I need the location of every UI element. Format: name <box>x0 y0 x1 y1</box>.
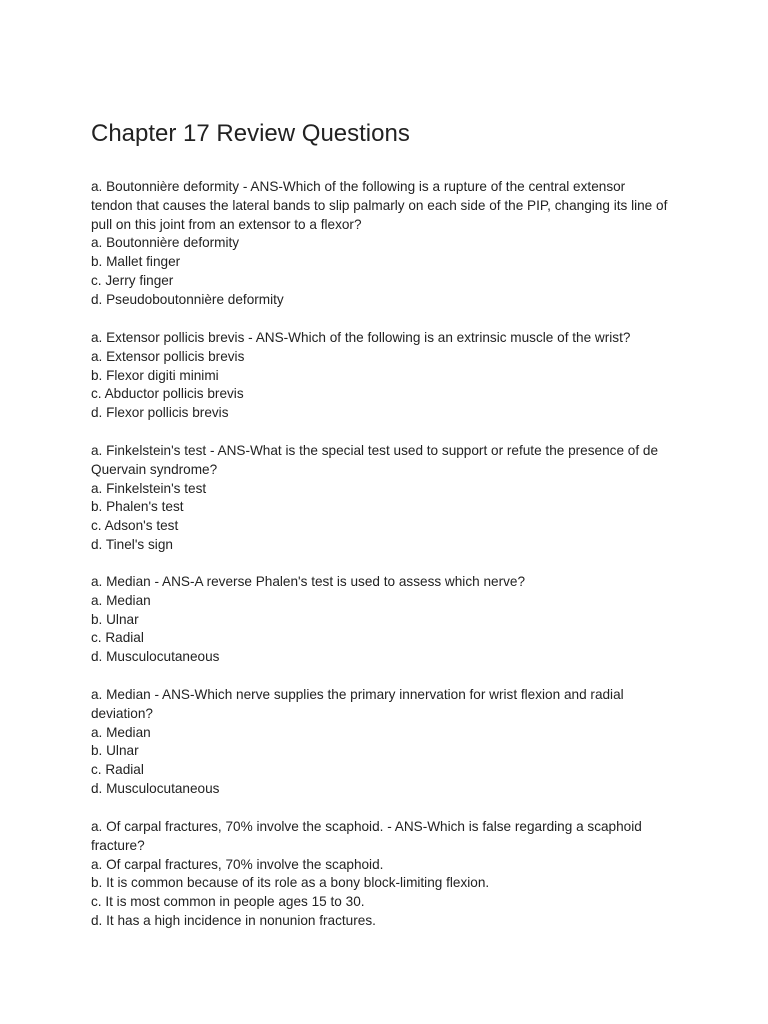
answer-option: c. Radial <box>91 630 144 646</box>
page-title: Chapter 17 Review Questions <box>91 120 410 147</box>
answer-option: b. Ulnar <box>91 611 139 627</box>
question-text-line: Quervain syndrome? <box>91 461 218 477</box>
answer-option: b. Phalen's test <box>91 499 184 515</box>
answer-option: c. It is most common in people ages 15 to 30. <box>91 894 365 910</box>
question-block <box>91 329 691 423</box>
question-text-line: a. Median - ANS-Which nerve supplies the primary innervation for wrist flexion and radial <box>91 687 624 702</box>
question-block <box>91 818 691 931</box>
question-text-line: tendon that causes the lateral bands to slip palmarly on each side of the PIP, changing its line of <box>91 197 668 213</box>
question-text-line: a. Median - ANS-A reverse Phalen's test is used to assess which nerve? <box>91 574 526 589</box>
question-text-line: pull on this joint from an extensor to a flexor? <box>91 216 362 232</box>
question-text-line: a. Boutonnière deformity - ANS-Which of the following is a rupture of the central extensor <box>91 179 626 194</box>
answer-option: d. Musculocutaneous <box>91 780 220 796</box>
answer-option: a. Extensor pollicis brevis <box>91 348 245 364</box>
answer-option: a. Median <box>91 724 151 740</box>
question-block <box>91 573 691 667</box>
answer-option: c. Adson's test <box>91 518 179 534</box>
answer-option: a. Median <box>91 592 151 608</box>
question-block <box>91 686 691 799</box>
answer-option: d. Musculocutaneous <box>91 649 220 665</box>
answer-option: b. It is common because of its role as a bony block-limiting flexion. <box>91 875 490 891</box>
answer-option: b. Ulnar <box>91 743 139 759</box>
answer-option: d. Tinel's sign <box>91 536 173 552</box>
answer-option: b. Mallet finger <box>91 254 181 270</box>
answer-option: c. Abductor pollicis brevis <box>91 386 244 402</box>
answer-option: d. Flexor pollicis brevis <box>91 405 229 421</box>
answer-option: c. Jerry finger <box>91 272 174 288</box>
answer-option: d. Pseudoboutonnière deformity <box>91 291 284 307</box>
question-block <box>91 178 691 310</box>
question-block <box>91 442 691 555</box>
question-text-line: a. Extensor pollicis brevis - ANS-Which of the following is an extrinsic muscle of the wrist? <box>91 330 631 345</box>
answer-option: c. Radial <box>91 762 144 778</box>
answer-option: a. Of carpal fractures, 70% involve the scaphoid. <box>91 856 384 872</box>
question-text-line: deviation? <box>91 705 153 721</box>
question-text-line: a. Finkelstein's test - ANS-What is the special test used to support or refute the presence of de <box>91 443 659 458</box>
question-text-line: fracture? <box>91 837 145 853</box>
answer-option: a. Boutonnière deformity <box>91 235 240 251</box>
answer-option: b. Flexor digiti minimi <box>91 367 219 383</box>
answer-option: d. It has a high incidence in nonunion fractures. <box>91 912 376 928</box>
answer-option: a. Finkelstein's test <box>91 480 207 496</box>
question-text-line: a. Of carpal fractures, 70% involve the scaphoid. - ANS-Which is false regarding a scaphoid <box>91 819 642 834</box>
